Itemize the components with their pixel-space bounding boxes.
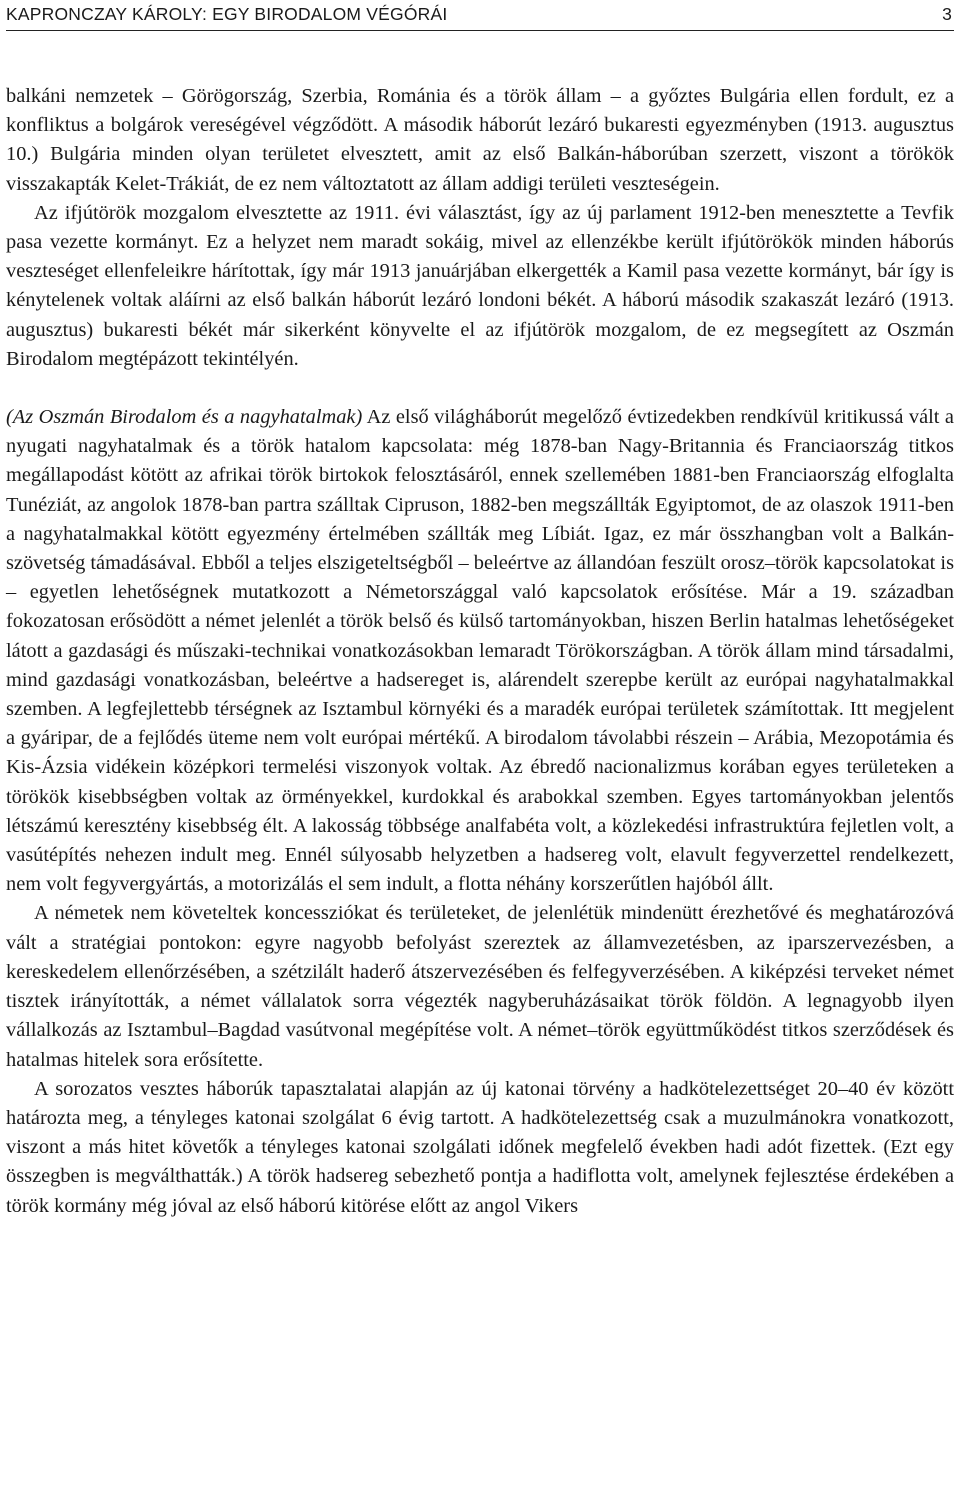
page-number: 3 (942, 4, 952, 24)
paragraph-text: balkáni nemzetek – Görögország, Szerbia, Románia és a török állam – a győztes Bulgária ellen fordult, ez a konfliktus a bolgárok vereségével végződött. A második háborút lezáró bukaresti egyezményben (1913. augusztus 10.) Bulgária minden olyan területet elvesztett, amit az első Balkán-háborúban szerzett, viszont a törökök visszakapták Kelet-Trákiát, de ez nem változtatott az állam addigi területi veszteségein. (6, 85, 954, 195)
paragraph-text: Az ifjútörök mozgalom elvesztette az 1911. évi választást, így az új parlament 1912-ben menesztette a Tevfik pasa vezette kormányt. Ez a helyzet nem maradt sokáig, mivel az ellenzékbe került ifjútörökök minden háborús veszteséget ellenfeleikre hárítottak, így már 1913 januárjában elkergették a Kamil pasa vezette kormányt, bár így is kénytelenek voltak aláírni az első balkán háborút lezáró londoni békét. A háború második szakaszát lezáró (1913. augusztus) bukaresti békét már sikerként könyvelte el az ifjútörök mozgalom, de ez megsegített az Oszmán Birodalom megtépázott tekintélyén. (6, 201, 954, 370)
header-title: KAPRONCZAY KÁROLY: EGY BIRODALOM VÉGÓRÁI (6, 4, 448, 24)
paragraph-text: A németek nem követeltek koncessziókat és területeket, de jelenlétük mindenütt érezhetővé és meghatározóvá vált a stratégiai pontokon: egyre nagyobb befolyást szereztek az államvezetésben, az iparszervezésben, a kereskedelem ellenőrzésében, a szétzilált haderő átszervezésében és felfegyverzésében. A kiképzési terveket német tisztek irányították, a német vállalatok sorra végezték nagyberuházásaikat török földön. A legnagyobb ilyen vállalkozás az Isztambul–Bagdad vasútvonal megépítése volt. A német–török együttműködést titkos szerződések és hatalmas hitelek sora erősítette. (6, 902, 954, 1071)
article-body (6, 82, 954, 1221)
paragraph (6, 82, 954, 199)
section-heading: (Az Oszmán Birodalom és a nagyhatalmak) (6, 406, 363, 429)
paragraph (6, 899, 954, 1074)
paragraph-text: A sorozatos vesztes háborúk tapasztalatai alapján az új katonai törvény a hadkötelezettséget 20–40 év között határozta meg, a tényleges katonai szolgálat 6 évig tartott. A hadkötelezettség csak a muzulmánokra vonatkozott, viszont a más hitet követők a tényleges katonai szolgálati időnek megfelelő években hadi adót fizettek. (Ezt egy összegben is megválthatták.) A török hadsereg sebezhető pontja a hadiflotta volt, amelynek fejlesztése érdekében a török kormány még jóval az első háború kitörése előtt az angol Vikers (6, 1077, 954, 1217)
running-header (6, 4, 954, 31)
paragraph (6, 1075, 954, 1221)
paragraph (6, 199, 954, 374)
paragraph-text: Az első világháborút megelőző évtizedekben rendkívül kritikussá vált a nyugati nagyhatalmak és a török hatalom kapcsolata: még 1878-ban Nagy-Britannia és Franciaország titkos megállapodást kötött az afrikai török birtokok felosztásáról, ennek szellemében 1881-ben Franciaország elfoglalta Tunéziát, az angolok 1878-ban partra szálltak Cipruson, 1882-ben megszállták Egyiptomot, de az olaszok 1911-ben a nagyhatalmakkal kötött egyezmény értelmében szállták meg Líbiát. Igaz, ez már összhangban volt a Balkán-szövetség támadásával. Ebből a teljes elszigeteltségből – beleértve az állandóan feszült orosz–török kapcsolatokat is – egyetlen lehetőségnek mutatkozott a Németországgal való kapcsolatok erősítése. Már a 19. században fokozatosan erősödött a német jelenlét a török belső és külső tartományokban, hiszen Berlin hatalmas lehetőségeket látott a gazdasági és műszaki-technikai vonatkozásokban lemaradt Törökországban. A török állam mind társadalmi, mind gazdasági vonatkozásban, beleértve a hadsereget is, alárendelt szerepbe került az európai nagyhatalmakkal szemben. A legfejlettebb térségnek az Isztambul környéki és a maradék európai területek számítottak. Itt megjelent a gyáripar, de a fejlődés üteme nem volt európai mértékű. A birodalom távolabbi részein – Arábia, Mezopotámia és Kis-Ázsia vidékein középkori termelési viszonyok voltak. Az ébredő nacionalizmus korában egyes területeken a törökök kisebbségben voltak az örményekkel, kurdokkal és arabokkal szemben. Egyes tartományokban jelentős létszámú keresztény kisebbség élt. A lakosság többsége analfabéta volt, a közlekedési infrastruktúra fejletlen volt, a vasútépítés nehezen indult meg. Ennél súlyosabb helyzetben a hadsereg volt, elavult fegyverzettel rendelkezett, nem volt fegyvergyártás, a motorizálás el sem indult, a flotta néhány korszerűtlen hajóból állt. (6, 406, 954, 896)
paragraph (6, 403, 954, 899)
